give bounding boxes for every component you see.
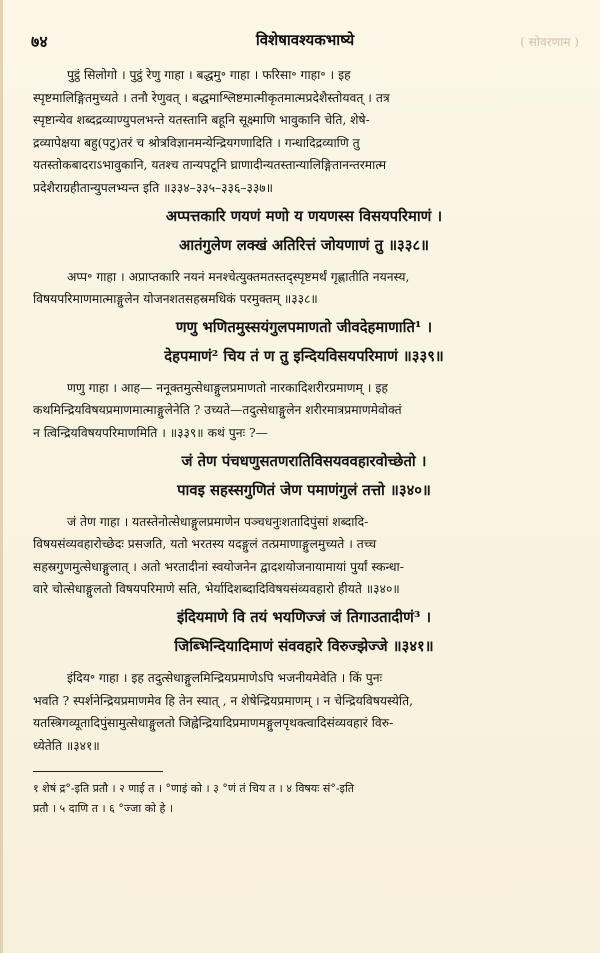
text-line: यतस्त्रिगव्यूतादिपुंसामुत्सेधाङ्गुलतो जिह्वेन्द्रियादिप्रमाणमङ्गुलपृथक्त्वादिसंव्यवहारं विरु- [33, 716, 394, 731]
verse-line: पावइ सहस्सगुणितं जेण पमाणंगुलं तत्तो ॥३४०॥ [177, 481, 431, 499]
text-line: वारे चोत्सेधाङ्गुलतो विषयपरिमाणे सति, भेर्यादिशब्दादिविषयसंव्यवहारो हीयते ॥३४०॥ [33, 582, 400, 597]
text-line: विषयपरिमाणमात्माङ्गुलेन योजनशतसहस्रमधिकं परमुक्तम् ॥३३८॥ [33, 292, 318, 307]
verse-line: आतंगुलेण लक्खं अतिरित्तं जोयणाणं तु ॥३३८॥ [178, 236, 430, 254]
commentary-block-341 [33, 667, 575, 757]
text-line: स्पृष्टान्येव शब्दद्रव्याण्युपलभन्ते यतस्तानि बहूनि सूक्ष्माणि भावुकानि चेति, शेषे- [33, 113, 370, 128]
text-line: जं तेण गाहा । यतस्तेनोत्सेधाङ्गुलप्रमाणेन पञ्चधनुःशतादिपुंसां शब्दादि- [67, 514, 369, 529]
faded-bleedthrough-text: ( सोवरणाम ) [520, 35, 579, 49]
verse-line: जं तेण पंचधणुसतणरातिविसयववहारवोच्छेतो । [181, 452, 427, 470]
text-line: विषयसंव्यवहारोच्छेदः प्रसजति, यतो भरतस्य यदङ्गुलं तत्प्रमाणाङ्गुलमुच्यते । तच्च [33, 537, 377, 552]
text-line: स्पृष्टमालिङ्गितमुच्यते । तनौ रेणुवत् । बद्धमाश्लिष्टमात्मीकृतमात्मप्रदेशैस्तोयवत् । तत्र [33, 90, 390, 105]
running-title: विशेषावश्यकभाष्ये [255, 31, 355, 49]
footnote-divider [33, 771, 163, 772]
verse-line: देहपमाणं² चिय तं ण तु इन्दियविसयपरिमाणं ॥३३९॥ [164, 347, 444, 365]
page-number: ७४ [31, 32, 48, 51]
commentary-block-334-337 [33, 64, 575, 200]
verse-line: अप्पत्तकारि णयणं मणो य णयणस्स विसयपरिमाणं । [165, 207, 443, 225]
verse-line: इंदियमाणे वि तयं भयणिज्जं जं तिगाउतादीणं³ । [176, 608, 432, 626]
text-line: प्रदेशैराग्रहीतान्युपलभ्यन्त इति ॥३३४–३३५–३३६–३३७॥ [33, 180, 274, 195]
text-line: ध्येतेति ॥३४१॥ [33, 738, 100, 753]
text-line: सहस्रगुणमुत्सेधाङ्गुलात् । अतो भरतादीनां स्वयोजनेन द्वादशयोजनायामायां पुर्यां स्कन्धा- [33, 559, 404, 574]
page-header [31, 30, 579, 54]
footnotes [33, 779, 575, 819]
text-line: द्रव्यापेक्षया बहु(पटु)तरं च श्रोत्रविज्ञानमन्येन्द्रियगणादिति । गन्धादिद्रव्याणि तु [33, 135, 360, 150]
commentary-block-338 [33, 266, 575, 311]
verse-line: णणु भणितमुस्सयंगुलपमाणतो जीवदेहमाणाति¹ । [175, 318, 433, 336]
text-line: अप्प॰ गाहा । अप्राप्तकारि नयनं मनश्चेत्युक्तमतस्तद्स्पृष्टमर्थं गृह्णातीति नयनस्य, [67, 269, 410, 284]
text-line: णणु गाहा । आह— ननूक्तमुत्सेधाङ्गुलप्रमाणतो नारकादिशरीरप्रमाणम् । इह [67, 380, 388, 395]
footnote-line: १ शेषं द्र°-इति प्रतौ । २ णाई त । °णाइं को । ३ °णं तं चिय त । ४ विषयः सं°-इति [33, 782, 355, 796]
page-body [33, 64, 575, 819]
text-line: यतस्तोकबादराऽभावुकानि, यतश्च तान्यपटूनि घ्राणादीन्यतस्तान्यालिङ्गितानन्तरमात्म [33, 158, 387, 173]
text-line: भवति ? स्पर्शनेन्द्रियप्रमाणमेव हि तेन स्यात् , न शेषेन्द्रियप्रमाणम् । न चेन्द्रियविषयस्येति, [33, 693, 413, 708]
footnote-line: प्रतौ । ५ दाणि त । ६ °ज्जा को हे । [33, 802, 173, 816]
text-line: कथमिन्द्रियविषयप्रमाणमात्माङ्गुलेनेति ? उच्यते—तदुत्सेधाङ्गुलेन शरीरमात्रप्रमाणमेवोक्तं [33, 403, 402, 418]
text-line: न त्विन्द्रियविषयपरिमाणमिति । ॥३३९॥ कथं पुनः ?— [33, 425, 268, 440]
verse-line: जिब्भिन्दियादिमाणं संववहारे विरुज्झेज्जे ॥३४१॥ [174, 637, 434, 655]
commentary-block-339 [33, 377, 575, 445]
text-line: पुट्ठं सिलोगो । पुट्ठं रेणु गाहा । बद्धमु॰ गाहा । फरिसा॰ गाहा॰ । इह [67, 68, 351, 82]
commentary-block-340 [33, 511, 575, 601]
text-line: इंदिय॰ गाहा । इह तदुत्सेधाङ्गुलमिन्द्रियप्रमाणेऽपि भजनीयमेवेति । किं पुनः [67, 670, 383, 685]
